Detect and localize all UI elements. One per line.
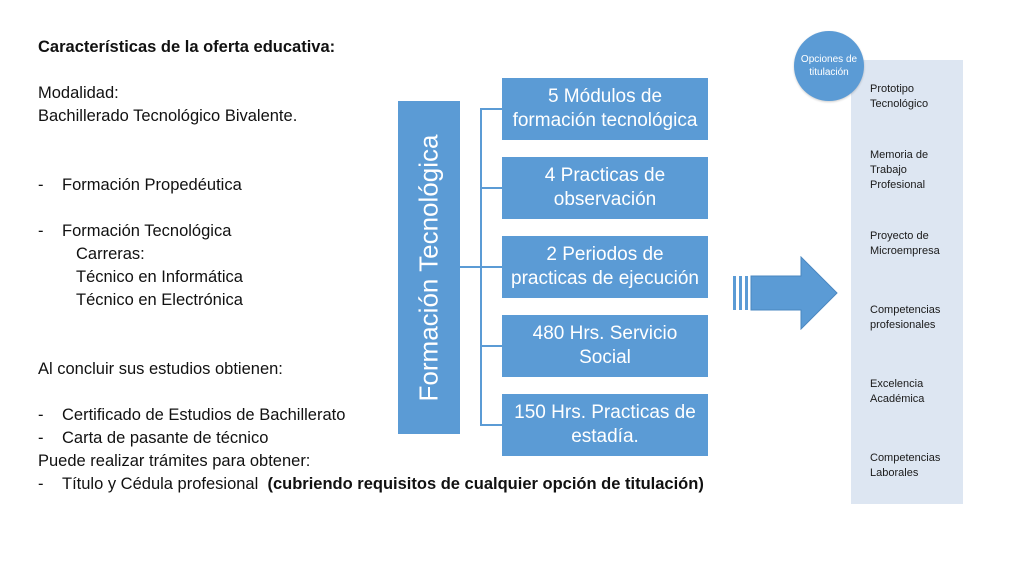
carta-text: Carta de pasante de técnico (62, 429, 269, 447)
tramites-text: Puede realizar trámites para obtener: (38, 452, 311, 470)
option-microempresa: Proyecto de Microempresa (870, 230, 940, 257)
connector-branch-2 (480, 187, 502, 189)
bullet-dash: - (38, 475, 44, 493)
connector-branch-5 (480, 424, 502, 426)
connector-branch-1 (480, 108, 502, 110)
list-item-titulo (38, 473, 738, 496)
connector-root-stub (460, 266, 481, 268)
carrera-2-text: Técnico en Electrónica (76, 291, 243, 309)
propedeutica-text: Formación Propedéutica (62, 176, 242, 194)
option-excelencia: Excelencia Académica (870, 378, 925, 405)
right-arrow-icon (733, 256, 839, 330)
offer-heading: Características de la oferta educativa: (38, 38, 336, 56)
option-competencias-laborales: Competencias Laborales (870, 452, 941, 479)
titulo-note: (cubriendo requisitos de cualquier opción de titulación) (267, 475, 704, 493)
module-box-1: 5 Módulos de formación tecnológica (502, 78, 708, 140)
root-label: Formación Tecnológica (413, 134, 444, 401)
tecnologica-text: Formación Tecnológica (62, 222, 232, 240)
bullet-dash: - (38, 176, 44, 194)
bullet-dash: - (38, 429, 44, 447)
titulo-text: Título y Cédula profesional (62, 475, 259, 493)
modalidad-value: Bachillerado Tecnológico Bivalente. (38, 107, 298, 125)
modalidad-label: Modalidad: (38, 84, 119, 102)
module-box-5: 150 Hrs. Practicas de estadía. (502, 394, 708, 456)
option-competencias-profesionales: Competencias profesionales (870, 304, 941, 331)
module-box-3: 2 Periodos de practicas de ejecución (502, 236, 708, 298)
bullet-dash: - (38, 406, 44, 424)
carrera-1-text: Técnico en Informática (76, 268, 243, 286)
module-box-2: 4 Practicas de observación (502, 157, 708, 219)
options-panel (851, 60, 963, 504)
carreras-text: Carreras: (76, 245, 145, 263)
bullet-dash: - (38, 222, 44, 240)
module-box-4: 480 Hrs. Servicio Social (502, 315, 708, 377)
option-memoria: Memoria de Trabajo Profesional (870, 149, 929, 191)
conclusion-text: Al concluir sus estudios obtienen: (38, 360, 283, 378)
connector-branch-4 (480, 345, 502, 347)
options-title-circle (794, 31, 864, 101)
certificado-text: Certificado de Estudios de Bachillerato (62, 406, 346, 424)
option-prototipo: Prototipo Tecnológico (870, 83, 929, 110)
options-title: Opciones de titulación (800, 54, 858, 78)
connector-branch-3 (480, 266, 502, 268)
root-node (398, 101, 460, 434)
